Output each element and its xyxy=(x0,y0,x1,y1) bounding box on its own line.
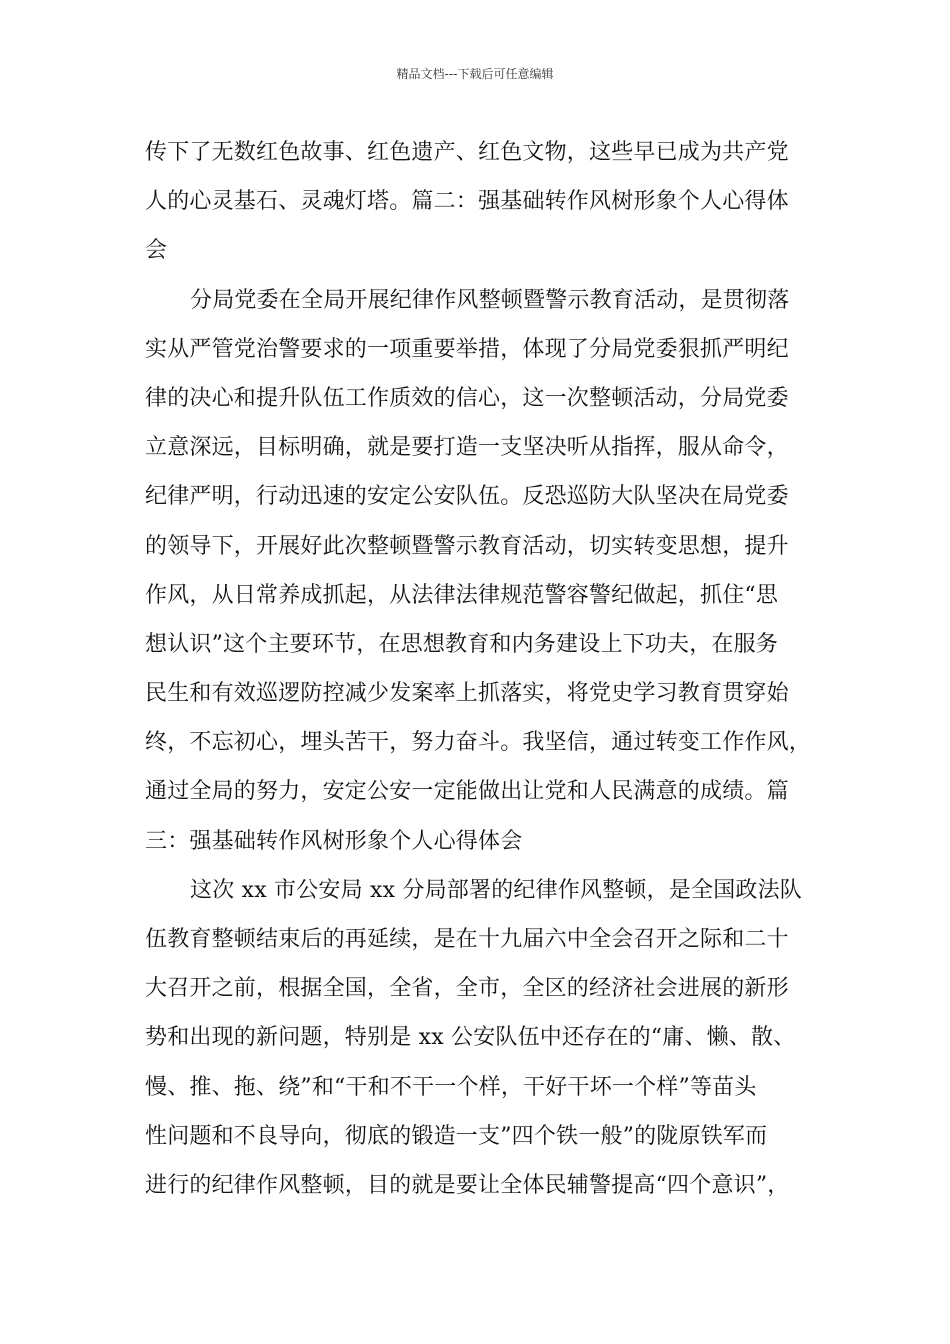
paragraph-start-line: 分局党委在全局开展纪律作风整顿暨警示教育活动，是贯彻落 xyxy=(190,287,790,313)
text-line: 立意深远，目标明确，就是要打造一支坚决听从指挥，服从命令， xyxy=(145,435,789,461)
text-line: 作风，从日常养成抓起，从法律法律规范警容警纪做起，抓住“思 xyxy=(145,582,779,608)
text-line: 实从严管党治警要求的一项重要举措，体现了分局党委狠抓严明纪 xyxy=(145,336,789,362)
page-header: 精品文档---下载后可任意编辑 xyxy=(396,67,554,81)
text-line: 人的心灵基石、灵魂灯塔。篇二：强基础转作风树形象个人心得体 xyxy=(145,189,789,215)
text-line: 民生和有效巡逻防控减少发案率上抓落实，将党史学习教育贯穿始 xyxy=(145,681,789,707)
text-line: 纪律严明，行动迅速的安定公安队伍。反恐巡防大队坚决在局党委 xyxy=(145,484,789,510)
text-line: 进行的纪律作风整顿，目的就是要让全体民辅警提高“四个意识”， xyxy=(145,1172,790,1198)
paragraph-start-line: 这次 xx 市公安局 xx 分局部署的纪律作风整顿，是全国政法队 xyxy=(190,877,803,903)
text-line: 性问题和不良导向，彻底的锻造一支”四个铁一般”的陇原铁军而 xyxy=(145,1123,768,1149)
text-line: 会 xyxy=(145,238,168,264)
text-line: 想认识”这个主要环节，在思想教育和内务建设上下功夫，在服务 xyxy=(145,631,779,657)
text-line: 律的决心和提升队伍工作质效的信心，这一次整顿活动，分局党委 xyxy=(145,385,789,411)
text-line: 终，不忘初心，埋头苦干，努力奋斗。我坚信，通过转变工作作风， xyxy=(145,730,812,756)
text-line: 大召开之前，根据全国，全省，全市，全区的经济社会进展的新形 xyxy=(145,976,789,1002)
text-line: 伍教育整顿结束后的再延续，是在十九届六中全会召开之际和二十 xyxy=(145,927,789,952)
text-line: 传下了无数红色故事、红色遗产、红色文物，这些早已成为共产党 xyxy=(145,140,789,165)
text-line: 的领导下，开展好此次整顿暨警示教育活动，切实转变思想，提升 xyxy=(145,533,789,559)
text-line: 三：强基础转作风树形象个人心得体会 xyxy=(145,828,523,854)
text-line: 势和出现的新问题，特别是 xx 公安队伍中还存在的“庸、懒、散、 xyxy=(145,1025,796,1051)
document-body xyxy=(145,128,825,1210)
text-line: 通过全局的努力，安定公安一定能做出让党和人民满意的成绩。篇 xyxy=(145,779,789,805)
text-line: 慢、推、拖、绕”和“干和不干一个样，干好干坏一个样”等苗头 xyxy=(145,1074,757,1100)
